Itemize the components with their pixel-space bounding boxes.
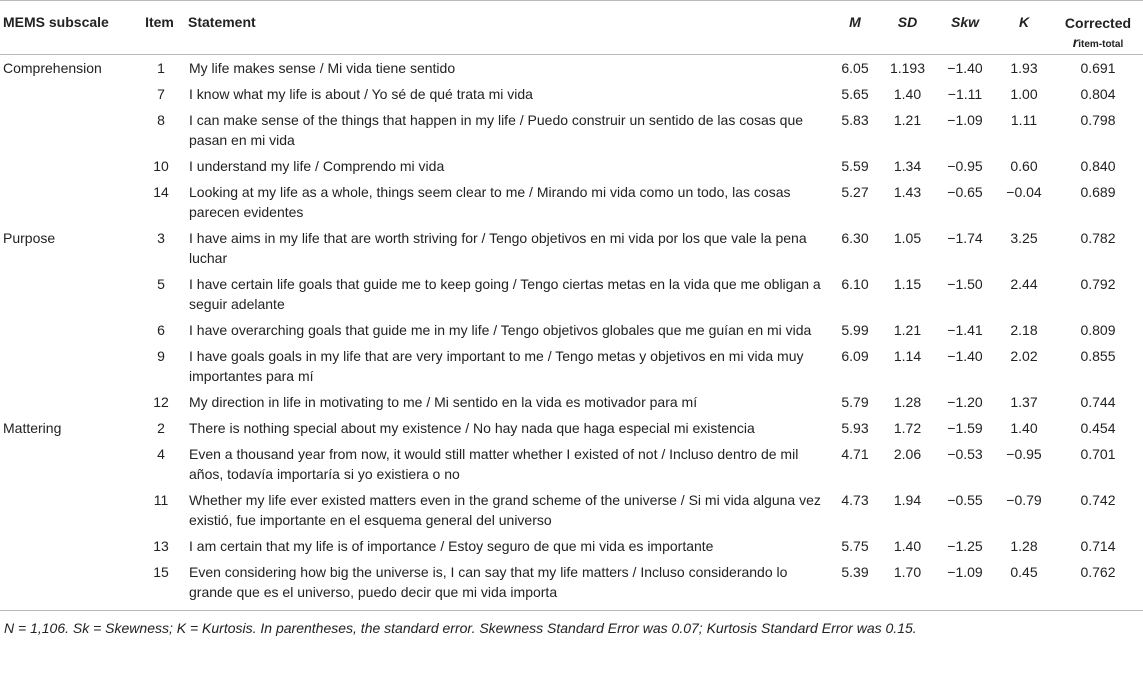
cell-skw: −1.74 (947, 230, 983, 246)
header-skw: Skw (935, 1, 995, 55)
cell-statement: My direction in life in motivating to me / Mi sentido en la vida es motivador para mí (189, 394, 698, 410)
table-row (0, 107, 1143, 153)
cell-item: 4 (157, 446, 165, 462)
header-sd: SD (880, 1, 935, 55)
cell-r: 0.855 (1080, 348, 1116, 364)
header-r-subscript: item-total (1078, 39, 1124, 50)
table-body (0, 55, 1143, 611)
cell-m: 5.39 (830, 559, 880, 611)
cell-item: 3 (157, 230, 165, 246)
table-row (0, 225, 1143, 271)
header-item: Item (137, 1, 185, 55)
cell-statement: I know what my life is about / Yo sé de qué trata mi vida (189, 86, 533, 102)
cell-statement: I have goals goals in my life that are very important to me / Tengo metas y objetivos en mi vida muy importantes para mí (189, 348, 804, 384)
cell-subscale (0, 179, 137, 225)
cell-sd: 1.40 (893, 86, 922, 102)
cell-k: 0.45 (995, 559, 1053, 611)
cell-r: 0.744 (1080, 394, 1116, 410)
cell-sd: 1.21 (893, 322, 922, 338)
cell-statement: Looking at my life as a whole, things seem clear to me / Mirando mi vida como un todo, las cosas parecen evidentes (189, 184, 791, 220)
cell-subscale (0, 559, 137, 611)
cell-r: 0.782 (1080, 230, 1116, 246)
cell-subscale (0, 153, 137, 179)
cell-item: 15 (137, 559, 185, 611)
cell-statement: I have overarching goals that guide me in my life / Tengo objetivos globales que me guían en mi vida (189, 322, 812, 338)
cell-r: 0.742 (1080, 492, 1116, 508)
cell-skw: −1.20 (947, 394, 983, 410)
cell-r: 0.701 (1080, 446, 1116, 462)
cell-item: 8 (157, 112, 165, 128)
cell-sd: 1.05 (893, 230, 922, 246)
cell-item: 9 (157, 348, 165, 364)
cell-k: 1.00 (1010, 86, 1038, 102)
cell-item: 12 (153, 394, 169, 410)
cell-item: 2 (157, 420, 165, 436)
cell-k: −0.04 (1006, 184, 1042, 200)
cell-sd: 1.94 (893, 492, 922, 508)
cell-k: −0.79 (1006, 492, 1042, 508)
cell-statement: I understand my life / Comprendo mi vida (189, 158, 445, 174)
header-statement: Statement (185, 1, 830, 55)
cell-item: 6 (157, 322, 165, 338)
cell-m: 6.30 (841, 230, 869, 246)
cell-r: 0.714 (1080, 538, 1116, 554)
cell-skw: −1.59 (947, 420, 983, 436)
table-row (0, 415, 1143, 441)
cell-statement: Even a thousand year from now, it would still matter whether I existed of not / Incluso dentro de mil años, todavía importaría si yo existiera o no (189, 446, 799, 482)
cell-k: 0.60 (1010, 158, 1038, 174)
cell-subscale (0, 81, 137, 107)
table-row (0, 179, 1143, 225)
header-k: K (995, 1, 1053, 55)
cell-subscale (0, 487, 137, 533)
cell-k: 1.37 (1010, 394, 1038, 410)
cell-k: 1.40 (1010, 420, 1038, 436)
header-row (0, 1, 1143, 55)
cell-m: 5.75 (841, 538, 869, 554)
cell-skw: −0.55 (947, 492, 983, 508)
cell-skw: −1.09 (947, 112, 983, 128)
header-r-item-total (1056, 33, 1140, 54)
cell-r: 0.691 (1080, 60, 1116, 76)
cell-subscale: Mattering (3, 420, 62, 436)
cell-skw: −0.53 (947, 446, 983, 462)
table-row (0, 441, 1143, 487)
cell-m: 5.79 (841, 394, 869, 410)
cell-statement: I am certain that my life is of importance / Estoy seguro de que mi vida es importante (189, 538, 714, 554)
cell-skw: −1.40 (947, 60, 983, 76)
cell-statement: Even considering how big the universe is, I can say that my life matters / Incluso considerando lo grande que es el universo, puedo decir que mi vida importa (185, 559, 830, 611)
cell-sd: 1.15 (893, 276, 922, 292)
cell-statement: Whether my life ever existed matters even in the grand scheme of the universe / Si mi vida alguna vez existió, fue importante en el esquema general del universo (189, 492, 821, 528)
table-row (0, 55, 1143, 82)
cell-m: 5.83 (841, 112, 869, 128)
cell-item: 5 (157, 276, 165, 292)
cell-sd: 1.193 (889, 60, 926, 76)
cell-k: 1.11 (1010, 112, 1038, 128)
cell-skw: −0.95 (947, 158, 983, 174)
cell-skw: −1.40 (947, 348, 983, 364)
table-row (0, 153, 1143, 179)
cell-sd: 1.70 (880, 559, 935, 611)
table-row (0, 487, 1143, 533)
cell-m: 6.09 (841, 348, 869, 364)
cell-m: 4.71 (841, 446, 869, 462)
table-row (0, 559, 1143, 611)
cell-m: 6.05 (841, 60, 869, 76)
cell-skw: −1.41 (947, 322, 983, 338)
cell-subscale (0, 271, 137, 317)
table-row (0, 81, 1143, 107)
table-row (0, 317, 1143, 343)
cell-k: 2.18 (1010, 322, 1038, 338)
cell-skw: −0.65 (947, 184, 983, 200)
cell-statement: I have aims in my life that are worth striving for / Tengo objetivos en mi vida por los que vale la pena luchar (189, 230, 807, 266)
cell-sd: 2.06 (893, 446, 922, 462)
cell-m: 5.27 (841, 184, 869, 200)
cell-m: 6.10 (841, 276, 869, 292)
cell-m: 5.59 (841, 158, 869, 174)
cell-r: 0.804 (1080, 86, 1116, 102)
cell-sd: 1.34 (893, 158, 922, 174)
cell-k: 1.93 (1010, 60, 1038, 76)
cell-k: −0.95 (1006, 446, 1042, 462)
cell-statement: There is nothing special about my existence / No hay nada que haga especial mi existencia (189, 420, 755, 436)
table-row (0, 389, 1143, 415)
cell-r: 0.840 (1080, 158, 1116, 174)
header-r-symbol: r (1072, 34, 1079, 50)
cell-item: 13 (153, 538, 169, 554)
cell-subscale (0, 343, 137, 389)
cell-subscale (0, 389, 137, 415)
cell-m: 5.99 (841, 322, 869, 338)
header-subscale: MEMS subscale (0, 1, 137, 55)
cell-k: 1.28 (1010, 538, 1038, 554)
cell-sd: 1.72 (893, 420, 922, 436)
cell-m: 5.93 (841, 420, 869, 436)
cell-k: 2.44 (1010, 276, 1038, 292)
cell-skw: −1.25 (947, 538, 983, 554)
table-row (0, 533, 1143, 559)
cell-r: 0.809 (1080, 322, 1116, 338)
cell-statement: I can make sense of the things that happen in my life / Puedo construir un sentido de las cosas que pasan en mi vida (189, 112, 804, 148)
table-row (0, 343, 1143, 389)
cell-subscale (0, 107, 137, 153)
cell-subscale (0, 317, 137, 343)
cell-r: 0.762 (1053, 559, 1143, 611)
cell-m: 5.65 (841, 86, 869, 102)
cell-item: 1 (157, 60, 165, 76)
cell-r: 0.689 (1080, 184, 1116, 200)
cell-subscale: Comprehension (3, 60, 102, 76)
cell-r: 0.798 (1080, 112, 1116, 128)
cell-r: 0.792 (1080, 276, 1116, 292)
cell-item: 10 (153, 158, 169, 174)
cell-skw: −1.11 (947, 86, 983, 102)
cell-skw: −1.50 (947, 276, 983, 292)
cell-subscale: Purpose (3, 230, 56, 246)
cell-item: 7 (157, 86, 165, 102)
cell-k: 2.02 (1010, 348, 1038, 364)
cell-statement: I have certain life goals that guide me to keep going / Tengo ciertas metas en la vida que me obligan a seguir adelante (189, 276, 821, 312)
cell-r: 0.454 (1080, 420, 1116, 436)
cell-sd: 1.28 (893, 394, 922, 410)
header-m: M (830, 1, 880, 55)
cell-item: 14 (153, 184, 169, 200)
cell-subscale (0, 533, 137, 559)
cell-sd: 1.43 (893, 184, 922, 200)
header-corrected-label: Corrected (1064, 15, 1132, 31)
table-footnote: N = 1,106. Sk = Skewness; K = Kurtosis. In parentheses, the standard error. Skewness Standard Error was 0.07; Kurtosis Standard Error was 0.15. (4, 620, 917, 636)
cell-skw: −1.09 (935, 559, 995, 611)
cell-item: 11 (153, 492, 169, 508)
cell-sd: 1.21 (893, 112, 922, 128)
cell-statement: My life makes sense / Mi vida tiene sentido (189, 60, 456, 76)
cell-subscale (0, 441, 137, 487)
cell-k: 3.25 (1010, 230, 1038, 246)
table-row (0, 271, 1143, 317)
cell-sd: 1.14 (893, 348, 922, 364)
header-corrected (1053, 1, 1143, 55)
cell-m: 4.73 (841, 492, 869, 508)
cell-sd: 1.40 (893, 538, 922, 554)
